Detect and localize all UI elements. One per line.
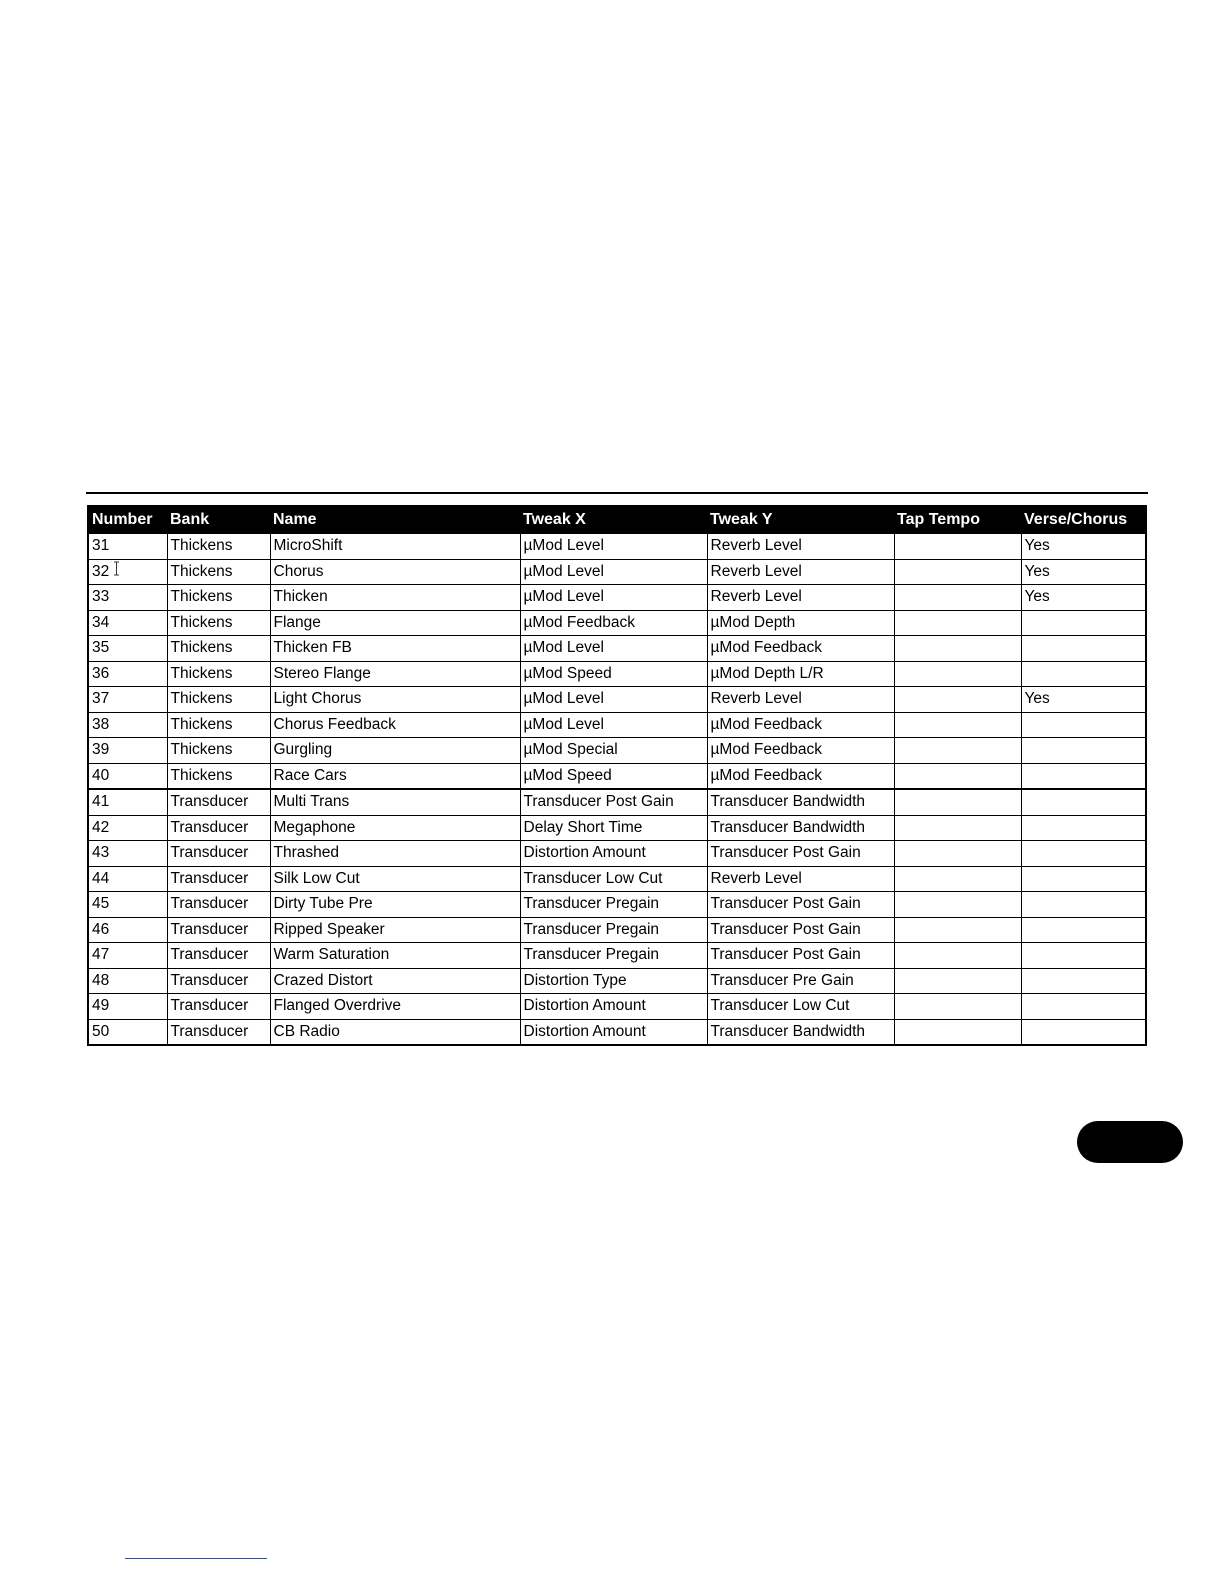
cell-name: Stereo Flange <box>270 661 520 687</box>
cell-verse-chorus <box>1021 738 1146 764</box>
cell-tweak-x: µMod Level <box>520 534 707 560</box>
table-row <box>88 534 1146 560</box>
footer-rule <box>125 1558 267 1559</box>
header-row <box>88 506 1146 534</box>
table-row <box>88 1019 1146 1045</box>
cell-name: Flange <box>270 610 520 636</box>
cell-tweak-y: µMod Feedback <box>707 763 894 789</box>
cell-tweak-y: Reverb Level <box>707 534 894 560</box>
cell-name: MicroShift <box>270 534 520 560</box>
table-row <box>88 738 1146 764</box>
cell-tweak-x: Transducer Post Gain <box>520 789 707 815</box>
table-row <box>88 636 1146 662</box>
cell-verse-chorus <box>1021 815 1146 841</box>
cell-tap-tempo <box>894 943 1021 969</box>
cell-verse-chorus <box>1021 1019 1146 1045</box>
cell-number: 45 <box>88 892 167 918</box>
cell-bank: Thickens <box>167 610 270 636</box>
cell-name: Megaphone <box>270 815 520 841</box>
header-verse-chorus: Verse/Chorus <box>1021 506 1146 534</box>
cell-bank: Thickens <box>167 712 270 738</box>
cell-bank: Transducer <box>167 994 270 1020</box>
cell-name: Crazed Distort <box>270 968 520 994</box>
cell-tweak-y: Reverb Level <box>707 585 894 611</box>
cell-tweak-x: Distortion Amount <box>520 841 707 867</box>
table-row <box>88 789 1146 815</box>
cell-bank: Transducer <box>167 917 270 943</box>
cell-verse-chorus <box>1021 712 1146 738</box>
cell-bank: Thickens <box>167 534 270 560</box>
cell-tweak-x: µMod Special <box>520 738 707 764</box>
cell-tap-tempo <box>894 815 1021 841</box>
cell-tweak-y: Transducer Post Gain <box>707 917 894 943</box>
cell-verse-chorus <box>1021 661 1146 687</box>
table-row <box>88 841 1146 867</box>
cell-name: Thrashed <box>270 841 520 867</box>
cell-bank: Thickens <box>167 636 270 662</box>
cell-verse-chorus <box>1021 636 1146 662</box>
cell-bank: Thickens <box>167 585 270 611</box>
table-row <box>88 585 1146 611</box>
header-tweak-x: Tweak X <box>520 506 707 534</box>
cell-bank: Thickens <box>167 559 270 585</box>
text-cursor-icon <box>113 561 120 576</box>
cell-tweak-x: Transducer Pregain <box>520 943 707 969</box>
cell-number: 35 <box>88 636 167 662</box>
cell-tweak-x: Distortion Type <box>520 968 707 994</box>
cell-verse-chorus: Yes <box>1021 687 1146 713</box>
cell-verse-chorus: Yes <box>1021 534 1146 560</box>
cell-tweak-x: Distortion Amount <box>520 994 707 1020</box>
table-row <box>88 994 1146 1020</box>
cell-number: 49 <box>88 994 167 1020</box>
cell-name: Light Chorus <box>270 687 520 713</box>
table-row <box>88 661 1146 687</box>
cell-verse-chorus <box>1021 943 1146 969</box>
cell-tweak-x: Transducer Low Cut <box>520 866 707 892</box>
table-row <box>88 892 1146 918</box>
cell-verse-chorus <box>1021 789 1146 815</box>
cell-verse-chorus <box>1021 763 1146 789</box>
cell-name: Dirty Tube Pre <box>270 892 520 918</box>
cell-verse-chorus <box>1021 610 1146 636</box>
cell-name: Chorus Feedback <box>270 712 520 738</box>
cell-tweak-x: µMod Speed <box>520 661 707 687</box>
cell-bank: Transducer <box>167 866 270 892</box>
cell-name: Thicken FB <box>270 636 520 662</box>
cell-tweak-y: µMod Feedback <box>707 712 894 738</box>
top-rule <box>86 492 1148 494</box>
cell-tap-tempo <box>894 789 1021 815</box>
cell-number: 31 <box>88 534 167 560</box>
cell-tweak-y: µMod Feedback <box>707 636 894 662</box>
cell-bank: Thickens <box>167 738 270 764</box>
cell-bank: Transducer <box>167 892 270 918</box>
cell-bank: Transducer <box>167 789 270 815</box>
cell-number: 33 <box>88 585 167 611</box>
cell-name: Silk Low Cut <box>270 866 520 892</box>
table-row <box>88 687 1146 713</box>
cell-name: Flanged Overdrive <box>270 994 520 1020</box>
cell-name: Multi Trans <box>270 789 520 815</box>
cell-verse-chorus: Yes <box>1021 559 1146 585</box>
cell-tweak-y: Transducer Pre Gain <box>707 968 894 994</box>
cell-number: 40 <box>88 763 167 789</box>
cell-tap-tempo <box>894 661 1021 687</box>
cell-tweak-y: Transducer Bandwidth <box>707 789 894 815</box>
cell-tap-tempo <box>894 610 1021 636</box>
cell-tweak-y: Transducer Post Gain <box>707 943 894 969</box>
cell-tweak-x: µMod Feedback <box>520 610 707 636</box>
cell-tweak-x: Distortion Amount <box>520 1019 707 1045</box>
header-tap-tempo: Tap Tempo <box>894 506 1021 534</box>
cell-tweak-y: Transducer Bandwidth <box>707 815 894 841</box>
table-row <box>88 917 1146 943</box>
page-number-tab <box>1077 1121 1183 1163</box>
cell-number: 42 <box>88 815 167 841</box>
table-row <box>88 866 1146 892</box>
cell-tweak-y: µMod Depth L/R <box>707 661 894 687</box>
cell-number: 41 <box>88 789 167 815</box>
table-row <box>88 968 1146 994</box>
header-bank: Bank <box>167 506 270 534</box>
table-row <box>88 559 1146 585</box>
cell-tweak-y: Transducer Post Gain <box>707 841 894 867</box>
cell-tweak-x: µMod Level <box>520 712 707 738</box>
cell-tweak-y: Reverb Level <box>707 559 894 585</box>
cell-tap-tempo <box>894 687 1021 713</box>
cell-tweak-y: µMod Depth <box>707 610 894 636</box>
cell-number: 50 <box>88 1019 167 1045</box>
table-row <box>88 815 1146 841</box>
cell-bank: Transducer <box>167 815 270 841</box>
cell-number: 47 <box>88 943 167 969</box>
cell-tweak-x: Delay Short Time <box>520 815 707 841</box>
cell-bank: Transducer <box>167 841 270 867</box>
cell-number: 37 <box>88 687 167 713</box>
header-number: Number <box>88 506 167 534</box>
cell-number: 44 <box>88 866 167 892</box>
cell-bank: Thickens <box>167 661 270 687</box>
cell-tweak-y: Reverb Level <box>707 866 894 892</box>
cell-number: 32 <box>88 559 167 585</box>
cell-number: 39 <box>88 738 167 764</box>
cell-tap-tempo <box>894 712 1021 738</box>
cell-tap-tempo <box>894 636 1021 662</box>
cell-verse-chorus <box>1021 994 1146 1020</box>
cell-name: Gurgling <box>270 738 520 764</box>
cell-tap-tempo <box>894 968 1021 994</box>
cell-verse-chorus <box>1021 917 1146 943</box>
cell-tap-tempo <box>894 917 1021 943</box>
cell-name: Race Cars <box>270 763 520 789</box>
preset-table <box>87 505 1147 1046</box>
cell-number: 43 <box>88 841 167 867</box>
cell-number: 38 <box>88 712 167 738</box>
cell-tweak-x: µMod Speed <box>520 763 707 789</box>
cell-tweak-x: Transducer Pregain <box>520 917 707 943</box>
cell-tweak-y: Reverb Level <box>707 687 894 713</box>
cell-tweak-y: Transducer Post Gain <box>707 892 894 918</box>
table-row <box>88 943 1146 969</box>
cell-bank: Transducer <box>167 1019 270 1045</box>
cell-number: 36 <box>88 661 167 687</box>
cell-tap-tempo <box>894 534 1021 560</box>
cell-tweak-x: µMod Level <box>520 687 707 713</box>
cell-bank: Thickens <box>167 687 270 713</box>
table-row <box>88 763 1146 789</box>
cell-tweak-y: µMod Feedback <box>707 738 894 764</box>
cell-tap-tempo <box>894 1019 1021 1045</box>
cell-tweak-x: µMod Level <box>520 585 707 611</box>
cell-tap-tempo <box>894 892 1021 918</box>
cell-bank: Transducer <box>167 968 270 994</box>
cell-number: 48 <box>88 968 167 994</box>
cell-bank: Thickens <box>167 763 270 789</box>
header-name: Name <box>270 506 520 534</box>
cell-tap-tempo <box>894 841 1021 867</box>
cell-tap-tempo <box>894 738 1021 764</box>
cell-verse-chorus <box>1021 841 1146 867</box>
cell-name: Thicken <box>270 585 520 611</box>
cell-tap-tempo <box>894 866 1021 892</box>
cell-tweak-y: Transducer Low Cut <box>707 994 894 1020</box>
table-row <box>88 712 1146 738</box>
cell-verse-chorus <box>1021 968 1146 994</box>
cell-tap-tempo <box>894 994 1021 1020</box>
cell-verse-chorus: Yes <box>1021 585 1146 611</box>
cell-verse-chorus <box>1021 892 1146 918</box>
cell-tap-tempo <box>894 559 1021 585</box>
cell-tweak-x: µMod Level <box>520 559 707 585</box>
header-tweak-y: Tweak Y <box>707 506 894 534</box>
cell-number: 46 <box>88 917 167 943</box>
cell-verse-chorus <box>1021 866 1146 892</box>
cell-tweak-y: Transducer Bandwidth <box>707 1019 894 1045</box>
cell-name: Warm Saturation <box>270 943 520 969</box>
cell-number: 34 <box>88 610 167 636</box>
cell-name: Ripped Speaker <box>270 917 520 943</box>
cell-name: CB Radio <box>270 1019 520 1045</box>
cell-tweak-x: µMod Level <box>520 636 707 662</box>
cell-tap-tempo <box>894 763 1021 789</box>
cell-tweak-x: Transducer Pregain <box>520 892 707 918</box>
cell-tap-tempo <box>894 585 1021 611</box>
cell-bank: Transducer <box>167 943 270 969</box>
table-body <box>88 534 1146 1046</box>
cell-name: Chorus <box>270 559 520 585</box>
table-row <box>88 610 1146 636</box>
